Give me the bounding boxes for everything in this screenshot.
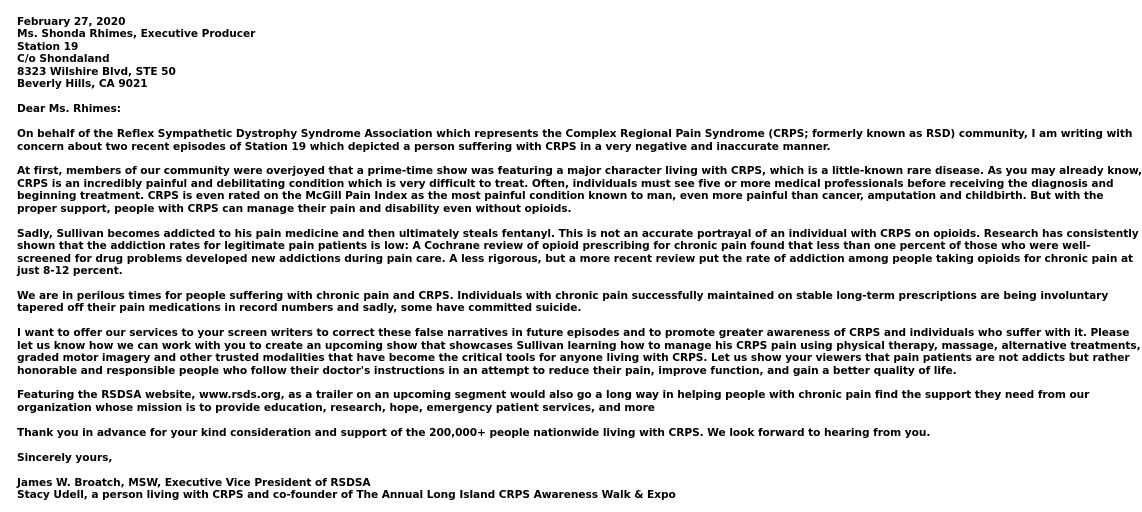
paragraph-line: organization whose mission is to provide education, research, hope, emergency patient services, and more xyxy=(17,401,655,414)
signatory-udell: Stacy Udell, a person living with CRPS and co-founder of The Annual Long Island CRPS Awareness Walk & Expo xyxy=(17,489,676,502)
paragraph-line: screened for drug problems developed new addictions during pain care. A less rigorous, but a more recent review put the rate of addiction among people taking opioids for chronic pain at xyxy=(17,252,1134,265)
letter-body xyxy=(17,16,1142,502)
paragraph-offer-services xyxy=(17,327,1141,377)
spacer xyxy=(17,377,1012,389)
spacer xyxy=(17,153,1012,165)
paragraph-line: On behalf of the Reflex Sympathetic Dystrophy Syndrome Association which represents the Complex Regional Pain Syndrome (CRPS; formerly known as RSD) community, I am writing with xyxy=(17,128,1133,141)
paragraph-line: Thank you in advance for your kind consideration and support of the 200,000+ people nationwide living with CRPS. We look forward to hearing from you. xyxy=(17,426,931,439)
salutation: Dear Ms. Rhimes: xyxy=(17,103,121,116)
paragraph-thank-you xyxy=(17,427,1012,439)
paragraph-line: proper support, people with CRPS can manage their pain and disability even without opioids. xyxy=(17,202,572,215)
paragraph-line: let us know how we can work with you to create an upcoming show that showcases Sullivan learning how to manage his CRPS pain using physical therapy, massage, alternative treatments, xyxy=(17,339,1141,352)
paragraph-line: just 8-12 percent. xyxy=(17,265,123,277)
spacer xyxy=(17,91,1012,103)
closing: Sincerely yours, xyxy=(17,451,113,464)
spacer xyxy=(17,439,1012,451)
paragraph-line: At first, members of our community were overjoyed that a prime-time show was featuring a major character living with CRPS, which is a little-known rare disease. As you may already know, xyxy=(17,165,1142,178)
paragraph-perilous-times xyxy=(17,289,1109,315)
recipient-company: C/o Shondaland xyxy=(17,53,110,66)
paragraph-line: tapered off their pain medications in record numbers and sadly, some have committed suicide. xyxy=(17,302,582,315)
paragraph-website xyxy=(17,389,1090,414)
paragraph-opioids xyxy=(17,227,1139,278)
signatures xyxy=(17,477,1012,502)
spacer xyxy=(17,315,1012,327)
recipient-show: Station 19 xyxy=(17,40,79,53)
spacer xyxy=(17,414,1012,426)
recipient-city: Beverly Hills, CA 9021 xyxy=(17,78,148,91)
paragraph-line: shown that the addiction rates for legitimate pain patients is low: A Cochrane review of opioid prescribing for chronic pain found that less than one percent of those who were well- xyxy=(17,240,1091,253)
recipient-street: 8323 Wilshire Blvd, STE 50 xyxy=(17,65,176,78)
letter-date: February 27, 2020 xyxy=(17,16,126,28)
spacer xyxy=(17,116,1012,128)
paragraph-line: CRPS is an incredibly painful and debilitating condition which is very difficult to treat. Often, individuals must see five or more medical professionals before receiving the diagnosis and xyxy=(17,177,1114,190)
letter-header xyxy=(17,16,1012,91)
paragraph-line: concern about two recent episodes of Station 19 which depicted a person suffering with CRPS in a very negative and inaccurate manner. xyxy=(17,140,831,153)
paragraph-line: Sadly, Sullivan becomes addicted to his pain medicine and then ultimately steals fentanyl. This is not an accurate portrayal of an individual with CRPS on opioids. Research has consistently xyxy=(17,227,1139,240)
paragraph-line: honorable and responsible people who follow their doctor's instructions in an attempt to reduce their pain, improve function, and gain a better quality of life. xyxy=(17,364,957,377)
spacer xyxy=(17,277,1012,289)
paragraph-line: We are in perilous times for people suffering with chronic pain and CRPS. Individuals with chronic pain successfully maintained on stable long-term prescriptions are being involuntary xyxy=(17,289,1109,302)
spacer xyxy=(17,464,1012,476)
signatory-broatch: James W. Broatch, MSW, Executive Vice President of RSDSA xyxy=(17,476,371,489)
paragraph-line: graded motor imagery and other trusted modalities that have become the critical tools for anyone living with CRPS. Let us show your viewers that pain patients are not addicts but rather xyxy=(17,352,1130,365)
paragraph-about-crps xyxy=(17,165,1142,215)
paragraph-concern xyxy=(17,128,1133,153)
paragraph-line: beginning treatment. CRPS is even rated on the McGill Pain Index as the most painful condition known to man, even more painful than cancer, amputation and childbirth. But with the xyxy=(17,190,1104,203)
paragraph-line: Featuring the RSDSA website, www.rsds.org, as a trailer on an upcoming segment would also go a long way in helping people with chronic pain find the support they need from our xyxy=(17,389,1090,402)
recipient-name: Ms. Shonda Rhimes, Executive Producer xyxy=(17,28,256,41)
paragraph-line: I want to offer our services to your screen writers to correct these false narratives in future episodes and to promote greater awareness of CRPS and individuals who suffer with it. Please xyxy=(17,327,1130,340)
spacer xyxy=(17,215,1012,227)
